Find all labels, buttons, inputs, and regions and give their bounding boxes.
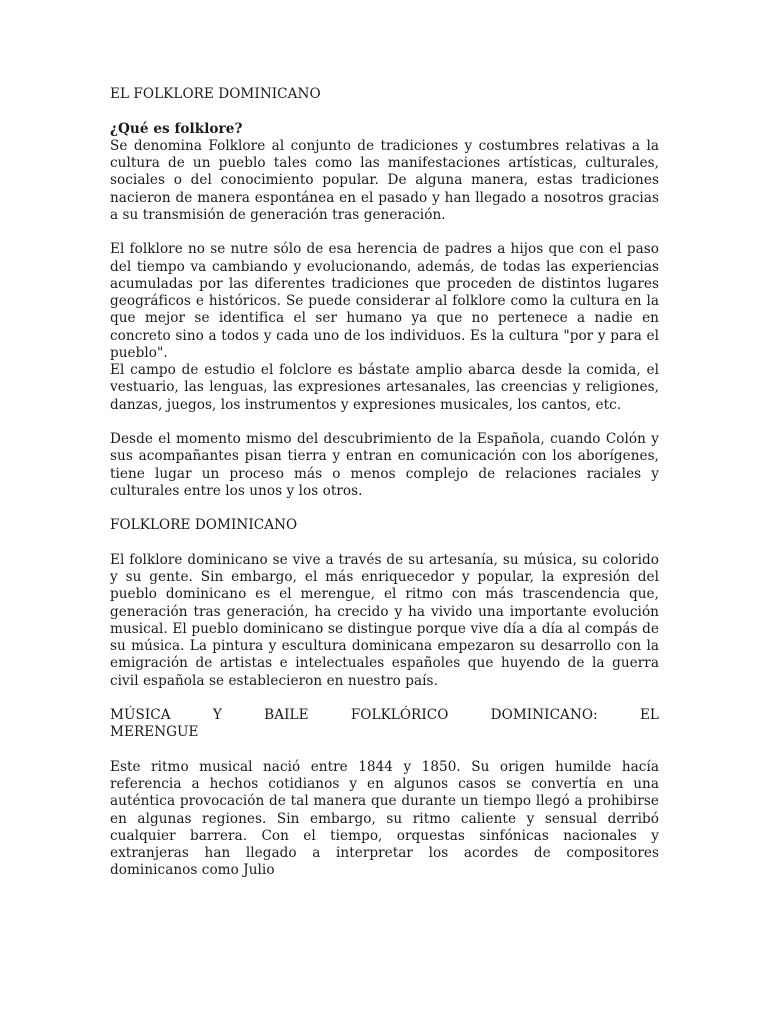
paragraph-evolution: El folklore no se nutre sólo de esa herencia de padres a hijos que con el paso del tiempo va cambiando y evolucionando, además, de todas las experiencias acumuladas por las diferentes tradiciones que proceden de distintos lugares geográficos e históricos. Se puede considerar al folklore como la cultura en la que mejor se identifica el ser humano ya que no pertenece a nadie en concreto sino a todos y cada uno de los individuos. Es la cultura "por y para el pueblo".	[110, 241, 659, 361]
paragraph-field-of-study: El campo de estudio el folclore es bástate amplio abarca desde la comida, el vestuario, las lenguas, las expresiones artesanales, las creencias y religiones, danzas, juegos, los instrumentos y expresiones musicales, los cantos, etc.	[110, 362, 659, 413]
spacer	[110, 224, 659, 241]
document-page	[110, 86, 659, 880]
paragraph-merengue: Este ritmo musical nació entre 1844 y 1850. Su origen humilde hacía referencia a hechos cotidianos y en algunos casos se convertía en una auténtica provocación de tal manera que durante un tiempo llegó a prohibirse en algunas regiones. Sin embargo, su ritmo caliente y sensual derribó cualquier barrera. Con el tiempo, orquestas sinfónicas nacionales y extranjeras han llegado a interpretar los acordes de compositores dominicanos como Julio	[110, 758, 659, 879]
spacer	[110, 690, 659, 707]
spacer	[110, 103, 659, 120]
section-heading-merengue-line-2: MERENGUE	[110, 724, 199, 741]
spacer	[110, 742, 659, 759]
paragraph-discovery: Desde el momento mismo del descubrimiento de la Española, cuando Colón y sus acompañantes pisan tierra y entran en comunicación con los aborígenes, tiene lugar un proceso más o menos complejo de relaciones raciales y culturales entre los unos y los otros.	[110, 431, 659, 499]
section-heading-merengue-line-1: MÚSICA Y BAILE FOLKLÓRICO DOMINICANO: EL	[110, 707, 659, 723]
spacer	[110, 500, 659, 517]
spacer	[110, 414, 659, 431]
paragraph-definition: Se denomina Folklore al conjunto de tradiciones y costumbres relativas a la cultura de un pueblo tales como las manifestaciones artísticas, culturales, sociales o del conocimiento popular. De alguna manera, estas tradiciones nacieron de manera espontánea en el pasado y han llegado a nosotros gracias a su transmisión de generación tras generación.	[110, 137, 659, 223]
section-heading-dominican-folklore: FOLKLORE DOMINICANO	[110, 517, 298, 534]
question-heading: ¿Qué es folklore?	[110, 120, 243, 137]
paragraph-dominican-folklore: El folklore dominicano se vive a través de su artesanía, su música, su colorido y su gente. Sin embargo, el más enriquecedor y popular, la expresión del pueblo dominicano es el merengue, el ritmo con más trascendencia que, generación tras generación, ha crecido y ha vivido una importante evolución musical. El pueblo dominicano se distingue porque vive día a día al compás de su música. La pintura y escultura dominicana empezaron su desarrollo con la emigración de artistas e intelectuales españoles que huyendo de la guerra civil española se establecieron en nuestro país.	[110, 551, 659, 689]
spacer	[110, 535, 659, 552]
document-title: EL FOLKLORE DOMINICANO	[110, 86, 321, 102]
